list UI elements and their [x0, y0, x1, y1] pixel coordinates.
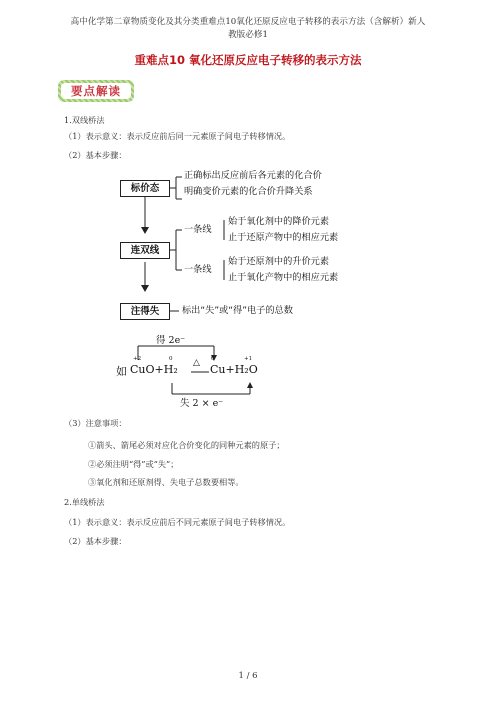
notes-item-1: ①箭头、箭尾必须对应化合价变化的同种元素的原子；	[88, 440, 285, 450]
section1-steps: （2）基本步骤：	[64, 150, 127, 160]
example-prefix: 如	[116, 365, 127, 378]
heating-condition: △	[193, 358, 200, 368]
key-points-badge	[58, 80, 134, 102]
step-label-valence: 标价态	[120, 180, 170, 197]
products: Cu+H₂O	[210, 363, 258, 376]
gain-electrons-label: 得 2e⁻	[156, 335, 186, 346]
branch2-label: 一条线	[184, 264, 212, 275]
step-label-connect: 连双线	[120, 242, 170, 259]
notes-item-3: ③氧化剂和还原剂得、失电子总数要相等。	[88, 477, 244, 487]
branch2-text-1: 始于还原剂中的升价元素	[228, 256, 330, 267]
double-bridge-example	[116, 328, 276, 408]
oxidation-state-cu-product: 0	[211, 356, 215, 362]
branch1-text-2: 止于还原产物中的相应元素	[228, 232, 339, 243]
step-label-gain-loss: 注得失	[120, 303, 170, 320]
header-line-2: 教版必修1	[228, 29, 268, 40]
oxidation-state-cu-reactant: +2	[133, 356, 142, 362]
notes-heading: （3）注意事项：	[64, 418, 127, 428]
step3-text: 标出“失”或“得”电子的总数	[182, 305, 293, 316]
branch1-text-1: 始于氧化剂中的降价元素	[228, 216, 330, 227]
section1-meaning: （1）表示意义：表示反应前后同一元素原子间电子转移情况。	[64, 131, 291, 141]
oxidation-state-h-product: +1	[244, 356, 253, 362]
lose-electrons-label: 失 2 × e⁻	[180, 398, 224, 409]
double-bridge-diagram	[112, 170, 392, 323]
step1-text-2: 明确变价元素的化合价升降关系	[184, 186, 313, 197]
section2-heading: 2.单线桥法	[64, 497, 105, 507]
page-title: 重难点10 氧化还原反应电子转移的表示方法	[134, 53, 362, 67]
step1-text-1: 正确标出反应前后各元素的化合价	[184, 170, 322, 181]
badge-label: 要点解读	[61, 83, 131, 99]
branch1-label: 一条线	[184, 224, 212, 235]
branch2-text-2: 止于氧化产物中的相应元素	[228, 272, 339, 283]
document-header	[0, 16, 496, 41]
section2-steps: （2）基本步骤：	[64, 536, 127, 546]
oxidation-state-h-reactant: 0	[169, 356, 173, 362]
page-number: 1 / 6	[238, 671, 258, 681]
header-line-1: 高中化学第二章物质变化及其分类重难点10氧化还原反应电子转移的表示方法（含解析）新人	[70, 17, 426, 27]
notes-item-2: ②必须注明“得”或“失”；	[88, 459, 179, 469]
section1-heading: 1.双线桥法	[64, 115, 105, 125]
reactants: CuO+H₂	[130, 363, 178, 376]
section2-meaning: （1）表示意义：表示反应前后不同元素原子间电子转移情况。	[64, 517, 291, 527]
